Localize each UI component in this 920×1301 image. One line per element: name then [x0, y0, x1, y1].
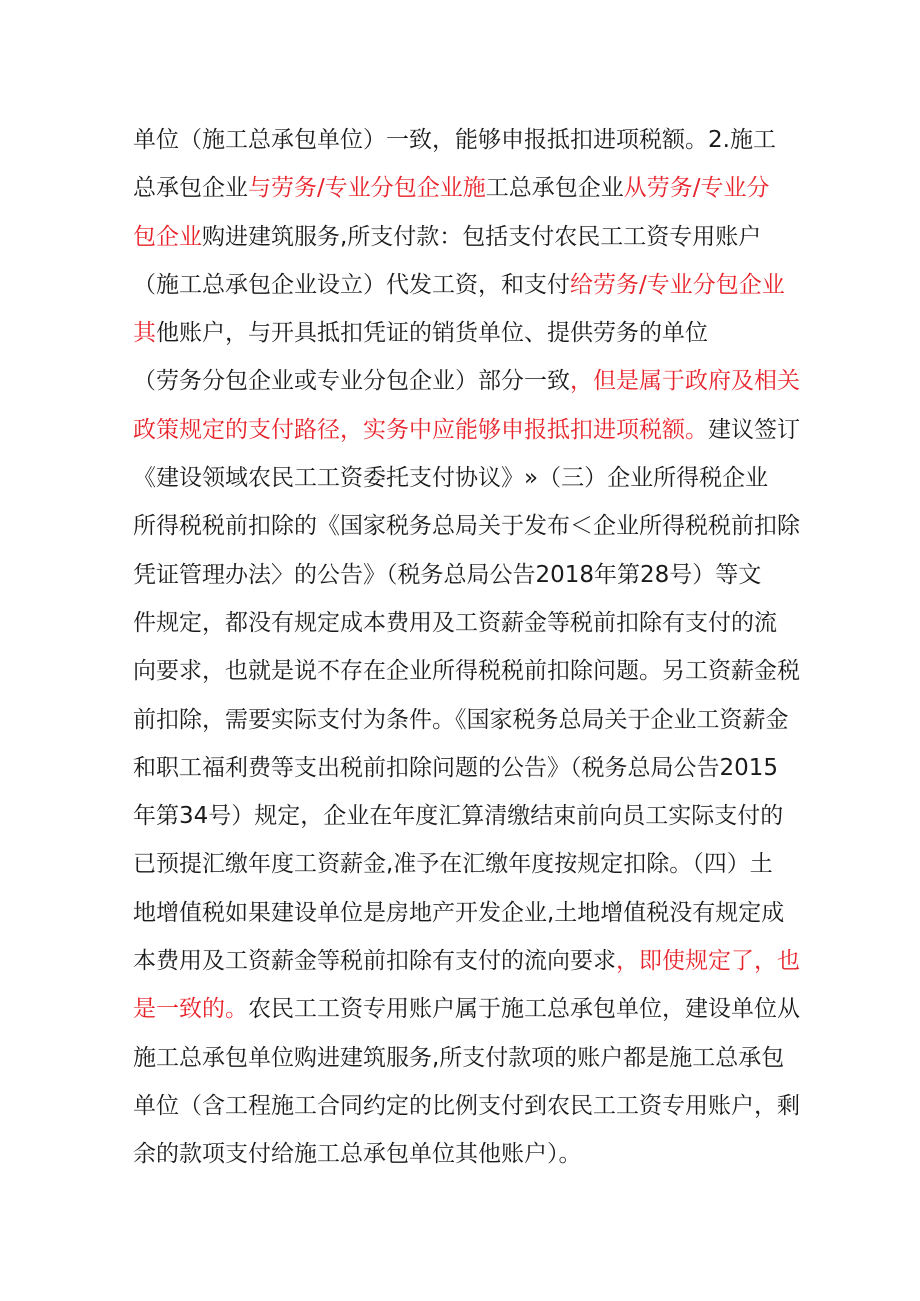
text-segment: 《建设领域农民工工资委托支付协议》»（三）企业所得税企业	[133, 465, 769, 492]
highlighted-text: ，即使规定了，也	[616, 948, 800, 975]
text-segment: 和职工福利费等支出税前扣除问题的公告》（税务总局公告2015	[133, 754, 779, 781]
text-segment: 工总承包企业	[485, 175, 624, 202]
text-line	[133, 647, 803, 695]
text-segment: 前扣除，需要实际支付为条件。《国家税务总局关于企业工资薪金	[133, 706, 789, 733]
text-line	[133, 744, 803, 792]
text-segment: 建议签订	[708, 416, 800, 443]
text-line	[133, 164, 803, 212]
text-segment: 农民工工资专用账户属于施工总承包单位，建设单位从	[248, 996, 800, 1023]
highlighted-text: ，但是属于政府及相关	[570, 368, 800, 395]
text-line	[133, 937, 803, 985]
text-line	[133, 357, 803, 405]
text-segment: 施工总承包单位购进建筑服务,所支付款项的账户都是施工总承包	[133, 1044, 785, 1071]
text-line	[133, 792, 803, 840]
text-segment: 购进建筑服务,所支付款：包括支付农民工工资专用账户	[202, 223, 762, 250]
text-line	[133, 502, 803, 550]
highlighted-text: 政策规定的支付路径，实务中应能够申报抵扣进项税额。	[133, 416, 708, 443]
text-line	[133, 840, 803, 888]
text-line	[133, 889, 803, 937]
text-line	[133, 1082, 803, 1130]
text-segment: 总承包企业	[133, 175, 248, 202]
text-segment: 地增值税如果建设单位是房地产开发企业,土地增值税没有规定成	[133, 899, 785, 926]
text-line	[133, 454, 803, 502]
text-segment: 单位（施工总承包单位）一致，能够申报抵扣进项税额。2.施工	[133, 127, 776, 153]
text-segment: 向要求，也就是说不存在企业所得税税前扣除问题。另工资薪金税	[133, 658, 800, 685]
text-line	[133, 116, 803, 164]
text-segment: 他账户，与开具抵扣凭证的销货单位、提供劳务的单位	[156, 320, 708, 347]
highlighted-text: 是一致的。	[133, 996, 248, 1023]
text-line	[133, 309, 803, 357]
body-paragraph	[133, 116, 803, 1179]
text-segment: 所得税税前扣除的《国家税务总局关于发布＜企业所得税税前扣除	[133, 513, 800, 540]
highlighted-text: 从劳务/专业分	[623, 175, 770, 202]
text-segment: （劳务分包企业或专业分包企业）部分一致	[133, 368, 570, 395]
text-segment: 本费用及工资薪金等税前扣除有支付的流向要求	[133, 948, 616, 975]
text-segment: 件规定，都没有规定成本费用及工资薪金等税前扣除有支付的流	[133, 609, 777, 636]
text-segment: 已预提汇缴年度工资薪金,准予在汇缴年度按规定扣除。（四）土	[133, 851, 773, 878]
text-line	[133, 696, 803, 744]
highlighted-text: 其	[133, 320, 156, 347]
text-line	[133, 213, 803, 261]
text-line	[133, 985, 803, 1033]
highlighted-text: 与劳务/专业分包企业施	[248, 175, 486, 202]
highlighted-text: 给劳务/专业分包企业	[570, 271, 785, 298]
text-line	[133, 551, 803, 599]
highlighted-text: 包企业	[133, 223, 202, 250]
text-segment: （施工总承包企业设立）代发工资，和支付	[133, 271, 570, 298]
text-line	[133, 599, 803, 647]
text-segment: 年第34号）规定，企业在年度汇算清缴结束前向员工实际支付的	[133, 803, 784, 830]
text-segment: 余的款项支付给施工总承包单位其他账户）。	[133, 1141, 582, 1168]
text-segment: 单位（含工程施工合同约定的比例支付到农民工工资专用账户，剩	[133, 1092, 800, 1119]
text-line	[133, 1034, 803, 1082]
text-line	[133, 261, 803, 309]
text-line	[133, 406, 803, 454]
text-segment: 凭证管理办法〉的公告》（税务总局公告2018年第28号）等文	[133, 561, 762, 588]
text-line	[133, 1130, 803, 1178]
